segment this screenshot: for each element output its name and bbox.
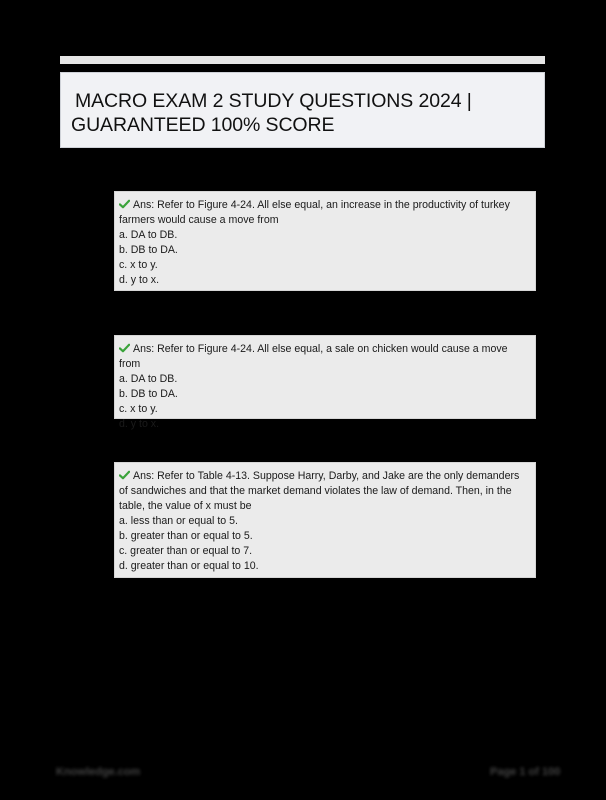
option-b: b. greater than or equal to 5. xyxy=(119,530,253,542)
title-line-1: MACRO EXAM 2 STUDY QUESTIONS 2024 | xyxy=(75,90,472,112)
footer-page-number: Page 1 of 100 xyxy=(490,766,561,778)
option-c: c. x to y. xyxy=(119,259,158,271)
option-d: d. greater than or equal to 10. xyxy=(119,560,259,572)
check-icon xyxy=(119,470,130,480)
footer-site-name: Knowledge.com xyxy=(56,766,141,778)
answer-statement xyxy=(119,198,531,228)
option-a: a. DA to DB. xyxy=(119,229,178,241)
document-title xyxy=(71,89,534,137)
option-c: c. x to y. xyxy=(119,403,158,415)
answer-text: Ans: Refer to Table 4-13. Suppose Harry, Darby, and Jake are the only demanders of sandwiches and that the market demand violates the law of demand. Then, in the table, the value of x must be xyxy=(119,470,520,512)
option-a: a. DA to DB. xyxy=(119,373,178,385)
option-a: a. less than or equal to 5. xyxy=(119,515,238,527)
option-d: d. y to x. xyxy=(119,274,160,286)
option-c: c. greater than or equal to 7. xyxy=(119,545,253,557)
title-line-2: GUARANTEED 100% SCORE xyxy=(71,114,335,136)
question-card-1 xyxy=(114,191,536,291)
option-d: d. y to x. xyxy=(119,418,160,430)
answer-text: Ans: Refer to Figure 4-24. All else equal, a sale on chicken would cause a move from xyxy=(119,343,508,370)
check-icon xyxy=(119,343,130,353)
top-rule xyxy=(60,56,545,64)
option-b: b. DB to DA. xyxy=(119,244,178,256)
option-b: b. DB to DA. xyxy=(119,388,178,400)
check-icon xyxy=(119,199,130,209)
document-title-box xyxy=(60,72,545,148)
question-card-2 xyxy=(114,335,536,430)
answer-statement xyxy=(119,342,531,372)
question-card-3 xyxy=(114,462,536,578)
answer-text: Ans: Refer to Figure 4-24. All else equal, an increase in the productivity of turkey farmers would cause a move from xyxy=(119,199,510,226)
answer-statement xyxy=(119,469,531,514)
